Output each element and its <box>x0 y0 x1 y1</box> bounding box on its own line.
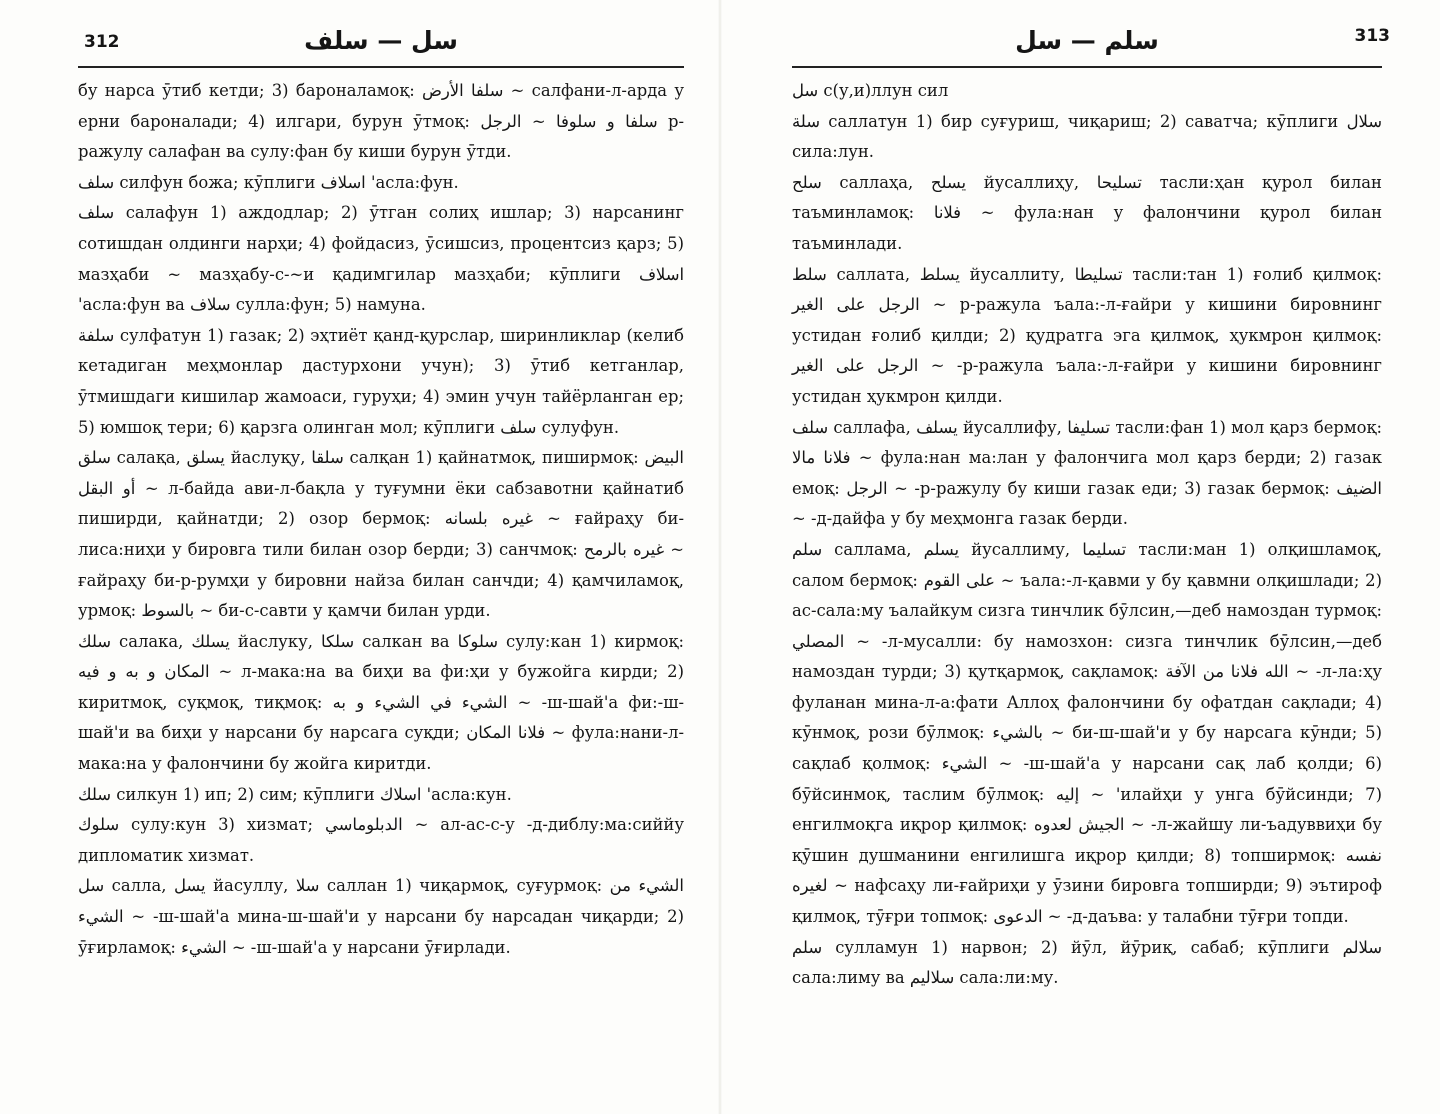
running-head: سل — سلف <box>304 26 458 55</box>
dictionary-entry: سلف саллафа, يسلف йусаллифу, تسليفا тасли:фан 1) мол қарз бермоқ: فلانا مالا ~ фула:нан ма:лан у фалончига мол қарз берди; 2) газак емоқ: الرجل ~ -р-ражулу бу киши газак еди; 3) газак бермоқ: الضيف ~ -д-дайфа у бу меҳмонга газак берди. <box>792 417 1382 529</box>
left-page <box>78 0 684 1114</box>
page-header <box>78 22 684 68</box>
page-number: 313 <box>1354 26 1390 46</box>
dictionary-entry: سلفة сулфатун 1) газак; 2) эҳтиёт қанд-қурслар, ширинликлар (келиб кетадиган меҳмонлар дастурхони учун); 3) ӯтиб кетганлар, ӯтмишдаги кишилар жамоаси, гуруҳи; 4) эмин учун тайёрланган ер; 5) юмшоқ тери; 6) қарзга олинган мол; кӯплиги سلف сулуфун. <box>78 325 684 437</box>
dictionary-entry: سلق салақа, يسلق йаслуқу, سلقا салқан 1) қайнатмоқ, пиширмоқ: البيض أو البقل ~ л-байда ави-л-бақла у туғумни ёки сабзавотни қайнатиб пиширди, қайнатди; 2) озор бермоқ: غيره بلسانه ~ ғайраҳу би-лиса:ниҳи у бировга тили билан озор берди; 3) санчмоқ: غيره بالرمح ~ ғайраҳу би-р-румҳи у бировни найза билан санчди; 4) қамчиламоқ, урмоқ: بالسوط ~ би-с-савти у қамчи билан урди. <box>78 448 684 621</box>
dictionary-entry: سلف салафун 1) аждодлар; 2) ӯтган солиҳ ишлар; 3) нарсанинг сотишдан олдинги нарҳи; 4) фойдасиз, ӯсишсиз, процентсиз қарз; 5) мазҳаби ~ мазҳабу-с-~и қадимгилар мазҳаби; кӯплиги اسلاف 'асла:фун ва سلاف сулла:фун; 5) намуна. <box>78 203 684 315</box>
dictionary-entry: سلك салака, يسلك йаслуку, سلكا салкан ва سلوكا сулу:кан 1) кирмоқ: المكان و به و فيه ~ л-мака:на ва биҳи ва фи:ҳи у бужойга кирди; 2) киритмоқ, суқмоқ, тиқмоқ: الشيء في الشيء و به ~ -ш-шай'а фи:-ш-шай'и ва биҳи у нарсани бу нарсага суқди; فلانا المكان ~ фула:нани-л-мака:на у фалончини бу жойга киритди. <box>78 631 685 774</box>
dictionary-entry: سلف силфун божа; кӯплиги اسلاف 'асла:фун. <box>78 172 459 192</box>
dictionary-entry: سلوك сулу:кун 3) хизмат; الدبلوماسي ~ ал-ас-с-у -д-диблу:ма:сиййу дипломатик хизмат. <box>78 815 684 865</box>
right-page <box>792 0 1390 1114</box>
dictionary-entry: سلم сулламун 1) нарвон; 2) йӯл, йӯриқ, сабаб; кӯплиги سلالم сала:лиму ва سلاليم сала:ли:му. <box>792 937 1382 988</box>
dictionary-entry: سلة саллатун 1) бир суғуриш, чиқариш; 2) саватча; кӯплиги سلال сила:лун. <box>792 111 1382 162</box>
dictionary-entry: سلم саллама, يسلم йусаллиму, تسليما тасли:ман 1) олқишламоқ, салом бермоқ: على القوم ~ ъала:-л-қавми у бу қавмни олқишлади; 2) ас-сала:му ъалайкум сизга тинчлик бӯлсин,—деб намоздан турмоқ: المصلي ~ -л-мусалли: бу намозхон: сизга тинчлик бӯлсин,—деб намоздан турди; 3) қутқармоқ, сақламоқ: الله فلانا من الآفة ~ -л-ла:ҳу фуланан мина-л-а:фати Аллоҳ фалончини бу офатдан сақлади; 4) кӯнмоқ, рози бӯлмоқ: بالشيء ~ би-ш-шай'и у бу нарсага кӯнди; 5) сақлаб қолмоқ: الشيء ~ -ш-шай'а у нарсани сақ лаб қолди; 6) бӯйсинмоқ, таслим бӯлмоқ: إليه ~ 'илайҳи у унга бӯйсинди; 7) енгилмоқга иқрор қилмоқ: الجيش لعدوه ~ -л-жайшу ли-ъадуввиҳи бу қӯшин душманини енгилишга иқрор қилди; 8) топширмоқ: نفسه لغيره ~ нафсаҳу ли-ғайриҳи у ӯзини бировга топширди; 9) эътироф қилмоқ, тӯғри топмоқ: الدعوى ~ -д-даъва: у талабни тӯғри топди. <box>792 539 1383 927</box>
right-page-text <box>792 76 1382 994</box>
dictionary-entry: سلط саллата, يسلط йусаллиту, تسليطا тасли:тан 1) ғолиб қилмоқ: الرجل على الغير ~ р-ражула ъала:-л-ғайри у кишини бировнинг устидан ғолиб қилди; 2) қудратга эга қилмоқ, ҳукмрон қилмоқ: الرجل على الغير ~ -р-ражула ъала:-л-ғайри у кишини бировнинг устидан ҳукмрон қилди. <box>792 264 1382 406</box>
dictionary-entry: سل салла, يسل йасуллу, سلا саллан 1) чиқармоқ, суғурмоқ: الشيء من الشيء ~ -ш-шай'а мина-ш-шай'и у нарсани бу нарсадан чиқарди; 2) ӯғирламоқ: الشيء ~ -ш-шай'а у нарсани ӯғирлади. <box>78 876 684 957</box>
dictionary-entry: سلك силкун 1) ип; 2) сим; кӯплиги اسلاك 'асла:кун. <box>78 784 512 804</box>
book-gutter <box>718 0 722 1114</box>
page-header <box>792 22 1390 68</box>
dictionary-entry: бу нарса ӯтиб кетди; 3) бароналамоқ: سلفا الأرض ~ салфани-л-арда у ерни бароналади; 4) илгари, бурун ӯтмоқ: سلفا و سلوفا ~ الرجل р-ражулу салафан ва сулу:фан бу киши бурун ӯтди. <box>78 81 684 162</box>
dictionary-entry: سل с(у,и)ллун сил <box>792 81 949 100</box>
running-head: سلم — سل <box>1015 26 1159 55</box>
page-number: 312 <box>84 32 120 52</box>
left-page-text <box>78 76 684 963</box>
dictionary-entry: سلح саллаҳа, يسلح йусаллиҳу, تسليحا тасли:ҳан қурол билан таъминламоқ: فلانا ~ фула:нан у фалончини қурол билан таъминлади. <box>792 172 1382 253</box>
